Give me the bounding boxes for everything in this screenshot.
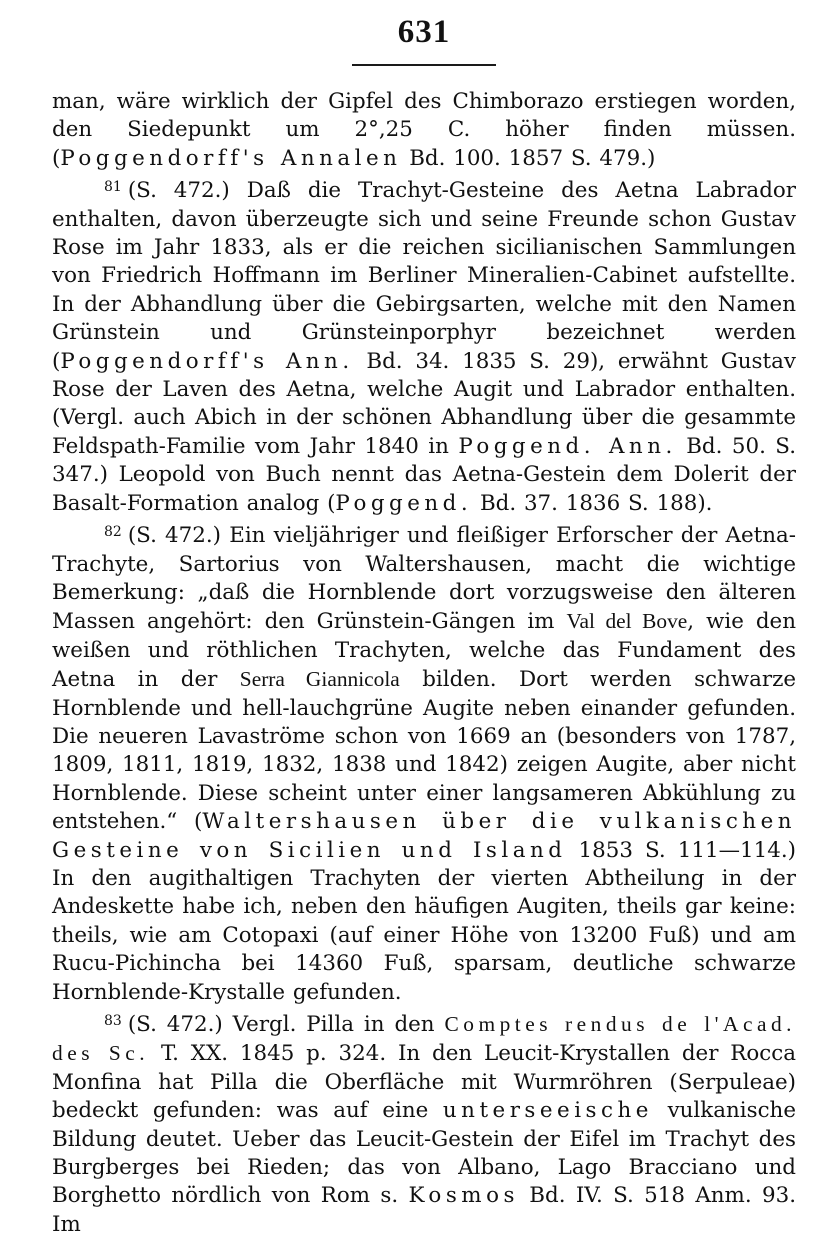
spaced-citation: Kosmos (408, 1183, 519, 1209)
book-page (52, 14, 797, 1237)
header-rule (352, 64, 496, 66)
page-number: 631 (397, 14, 451, 50)
spaced-citation: Poggend. (335, 490, 473, 516)
footnote-83: $^{83}$ (S. 472.) Vergl. Pilla in den Comptes rendus de l'Acad. des Sc. T. XX. 1845 p. 324. In den Leucit-Krystallen der Rocca Monfina hat Pilla die Oberfläche mit Wurmröhren (Serpuleae) bedeckt gefunden: was auf eine unterseeische vulkanische Bildung deutet. Ueber das Leucit-Gestein der Eifel im Trachyt des Burgberges bei Rieden; das von Albano, Lago Bracciano und Borghetto nördlich von Rom s. Kosmos Bd. IV. S. 518 Anm. 93. Im (52, 1012, 796, 1237)
latin-term: Val del Bove (566, 609, 688, 634)
spaced-emphasis: unterseeische (442, 1098, 653, 1124)
body-text (52, 88, 796, 1239)
footnote-81: $^{81}$ (S. 472.) Daß die Trachyt-Gesteine des Aetna Labrador enthalten, davon überzeugte sich und seine Freunde schon Gustav Rose im Jahr 1833, als er die reichen sicilianischen Sammlungen von Friedrich Hoffmann im Berliner Mineralien-Cabinet aufstellte. In der Abhandlung über die Gebirgsarten, welche mit den Namen Grünstein und Grünsteinporphyr bezeichnet werden (Poggendorff's Ann. Bd. 34. 1835 S. 29), erwähnt Gustav Rose der Laven des Aetna, welche Augit und Labrador enthalten. (Vergl. auch Abich in der schönen Abhandlung über die gesammte Feldspath-Familie vom Jahr 1840 in Poggend. Ann. Bd. 50. S. 347.) Leopold von Buch nennt das Aetna-Gestein dem Dolerit der Basalt-Formation analog (Poggend. Bd. 37. 1836 S. 188). (52, 178, 796, 516)
footnote-82: $^{82}$ (S. 472.) Ein vieljähriger und fleißiger Erforscher der Aetna-Trachyte, Sartorius von Waltershausen, macht die wichtige Bemerkung: „daß die Hornblende dort vorzugsweise den älteren Massen angehört: den Grünstein-Gängen im Val del Bove, wie den weißen und röthlichen Trachyten, welche das Fundament des Aetna in der Serra Giannicola bilden. Dort werden schwarze Hornblende und hell-lauchgrüne Augite neben einander gefunden. Die neueren Lavaströme schon von 1669 an (besonders von 1787, 1809, 1811, 1819, 1832, 1838 und 1842) zeigen Augite, aber nicht Hornblende. Diese scheint unter einer langsameren Abkühlung zu entstehen.“ (Waltershausen über die vulkanischen Gesteine von Sicilien und Island 1853 S. 111—114.) In den augithaltigen Trachyten der vierten Abtheilung in der Andeskette habe ich, neben den häufigen Augiten, theils gar keine: theils, wie am Cotopaxi (auf einer Höhe von 13200 Fuß) und am Rucu-Pichincha bei 14360 Fuß, sparsam, deutliche schwarze Hornblende-Krystalle gefunden. (52, 523, 797, 1005)
spaced-citation: Poggendorff's Ann. (60, 348, 354, 374)
footnote-number: 82 (104, 524, 122, 541)
footnote-number: 83 (104, 1013, 122, 1029)
spaced-citation: Waltershausen über die vulkanischen Gesteine von Sicilien und Island (52, 809, 797, 863)
spaced-citation: Poggendorff's Annalen (60, 145, 402, 171)
intro-paragraph: man, wäre wirklich der Gipfel des Chimborazo erstiegen worden, den Siedepunkt um 2°,25 C. höher finden müssen. (Poggendorff's Annalen Bd. 100. 1857 S. 479.) (52, 89, 796, 171)
spaced-citation: Poggend. Ann. (458, 433, 677, 459)
latin-term: Serra Giannicola (239, 667, 400, 692)
footnote-number: 81 (104, 179, 122, 196)
latin-citation: Comptes rendus de l'Acad. des Sc. (52, 1012, 796, 1066)
